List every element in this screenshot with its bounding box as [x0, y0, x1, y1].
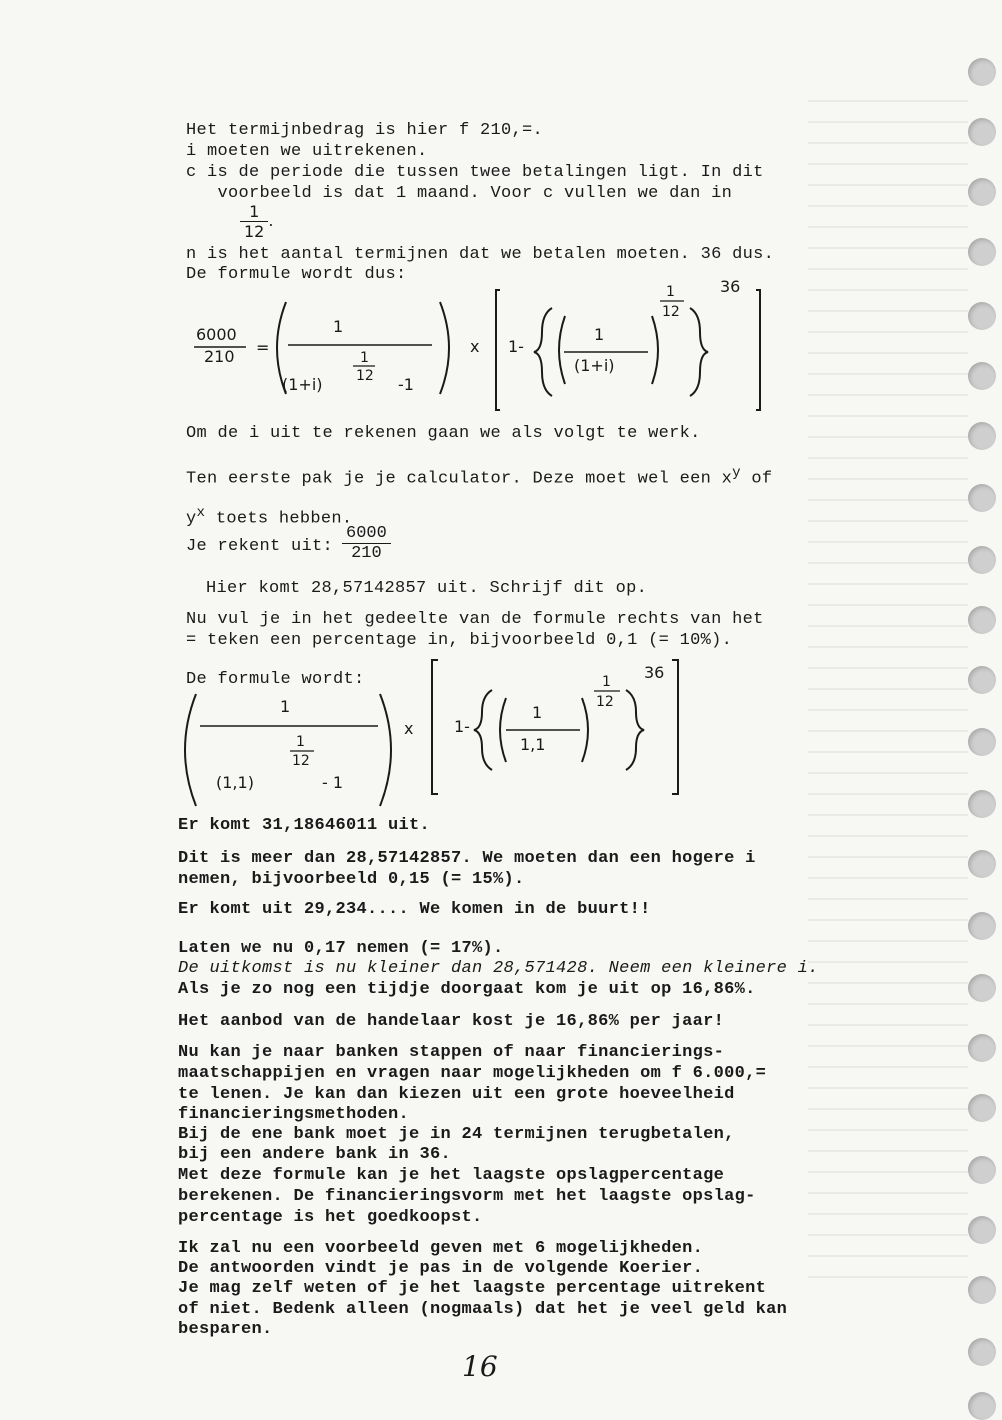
binder-hole — [968, 790, 996, 818]
exponent-numerator: 1 — [360, 350, 369, 366]
left-brace — [474, 690, 492, 770]
text-line: berekenen. De financieringsvorm met het laagste opslag- — [178, 1187, 756, 1206]
exponent-numerator: 1 — [296, 734, 305, 750]
binder-hole — [968, 850, 996, 878]
binder-hole — [968, 1156, 996, 1184]
binder-hole — [968, 1216, 996, 1244]
binder-hole — [968, 546, 996, 574]
text-line: of niet. Bedenk alleen (nogmaals) dat het je veel geld kan — [178, 1300, 788, 1319]
fraction-denominator: (1+i) — [574, 356, 615, 375]
times-sign: x — [470, 337, 480, 356]
binder-hole — [968, 912, 996, 940]
base-term: (1+i) — [282, 375, 323, 394]
text-line: Als je zo nog een tijdje doorgaat kom je uit op 16,86%. — [178, 980, 756, 999]
fraction-numerator: 1 — [532, 703, 543, 722]
text-line: voorbeeld is dat 1 maand. Voor c vullen we dan in — [186, 184, 733, 203]
text-span: y — [186, 509, 197, 529]
text-line: maatschappijen en vragen naar mogelijkheden om f 6.000,= — [178, 1064, 767, 1083]
binder-hole — [968, 484, 996, 512]
text-line — [186, 503, 352, 530]
binder-hole — [968, 1094, 996, 1122]
left-bracket — [432, 660, 438, 794]
binder-hole — [968, 1392, 996, 1420]
text-line: Laten we nu 0,17 nemen (= 17%). — [178, 939, 504, 958]
text-line: De uitkomst is nu kleiner dan 28,571428. Neem een kleinere i. — [178, 959, 819, 978]
example-formula — [170, 650, 710, 812]
fraction-numerator: 1 — [249, 202, 260, 221]
outer-exponent: 36 — [720, 277, 741, 296]
text-line: Er komt uit 29,234.... We komen in de buurt!! — [178, 900, 651, 919]
right-paren — [380, 694, 391, 806]
binder-holes — [962, 0, 1002, 1414]
binder-hole — [968, 1276, 996, 1304]
text-line: Hier komt 28,57142857 uit. Schrijf dit op. — [206, 579, 648, 598]
fraction-denominator: 12 — [240, 221, 268, 241]
right-bracket — [756, 290, 760, 410]
annuity-formula — [190, 272, 790, 422]
text-line: Je rekent uit: — [186, 537, 334, 556]
binder-hole — [968, 118, 996, 146]
binder-hole — [968, 422, 996, 450]
lhs-numerator: 6000 — [196, 325, 237, 344]
text-span: toets hebben. — [205, 509, 353, 529]
right-brace — [626, 690, 644, 770]
text-line: Ik zal nu een voorbeeld geven met 6 mogelijkheden. — [178, 1239, 704, 1258]
text-line: Nu vul je in het gedeelte van de formule rechts van het — [186, 610, 764, 629]
text-line: Het termijnbedrag is hier f 210,=. — [186, 121, 544, 140]
inner-numerator: 1 — [280, 697, 291, 716]
text-line — [186, 463, 772, 490]
left-paren — [500, 698, 506, 762]
text-line: Nu kan je naar banken stappen of naar financierings- — [178, 1043, 725, 1062]
binder-hole — [968, 178, 996, 206]
inner-numerator: 1 — [333, 317, 344, 336]
left-bracket — [496, 290, 500, 410]
fraction-numerator: 6000 — [346, 524, 387, 543]
text-line: = teken een percentage in, bijvoorbeeld 0,1 (= 10%). — [186, 631, 733, 650]
text-line: Er komt 31,18646011 uit. — [178, 816, 431, 835]
text-line: Je mag zelf weten of je het laagste percentage uitrekent — [178, 1279, 767, 1298]
base-term: (1,1) — [216, 773, 254, 792]
binder-hole — [968, 1338, 996, 1366]
text-line: Het aanbod van de handelaar kost je 16,86% per jaar! — [178, 1012, 725, 1031]
text-line: besparen. — [178, 1320, 273, 1339]
binder-hole — [968, 58, 996, 86]
calc-fraction — [342, 524, 391, 563]
binder-hole — [968, 302, 996, 330]
left-paren — [185, 694, 196, 806]
exponent-denominator: 12 — [292, 753, 310, 769]
binder-hole — [968, 974, 996, 1002]
fraction-denominator: 1,1 — [520, 735, 546, 754]
right-paren — [582, 698, 588, 762]
fraction-one-twelfth: $\frac{1}{12}$ . — [240, 202, 273, 241]
text-line: financieringsmethoden. — [178, 1105, 410, 1124]
exponent-numerator: 1 — [602, 674, 611, 690]
text-line: i moeten we uitrekenen. — [186, 142, 428, 161]
binder-hole — [968, 362, 996, 390]
text-line: Met deze formule kan je het laagste opslagpercentage — [178, 1166, 725, 1185]
outer-exponent: 36 — [644, 663, 665, 682]
text-line: bij een andere bank in 36. — [178, 1145, 452, 1164]
text-line: n is het aantal termijnen dat we betalen moeten. 36 dus. — [186, 245, 775, 264]
minus-one: -1 — [398, 375, 414, 394]
left-paren — [559, 316, 565, 384]
text-line: Dit is meer dan 28,57142857. We moeten dan een hogere i — [178, 849, 756, 868]
text-line: percentage is het goedkoopst. — [178, 1208, 483, 1227]
binder-hole — [968, 728, 996, 756]
fraction-denominator: 210 — [342, 543, 391, 563]
text-span: Ten eerste pak je je calculator. Deze moet wel een x — [186, 469, 733, 489]
text-line: te lenen. Je kan dan kiezen uit een grote hoeveelheid — [178, 1085, 735, 1104]
exponent-denominator: 12 — [356, 368, 374, 384]
text-line: c is de periode die tussen twee betalingen ligt. In dit — [186, 163, 764, 182]
one-minus: 1- — [454, 717, 470, 736]
text-span: of — [740, 469, 773, 489]
binder-hole — [968, 606, 996, 634]
binder-hole — [968, 666, 996, 694]
exponent-numerator: 1 — [666, 284, 675, 300]
fraction-numerator: 1 — [594, 325, 605, 344]
times-sign: x — [404, 719, 414, 738]
lhs-denominator: 210 — [204, 347, 235, 366]
text-line: nemen, bijvoorbeeld 0,15 (= 15%). — [178, 870, 525, 889]
text-line: Bij de ene bank moet je in 24 termijnen terugbetalen, — [178, 1125, 735, 1144]
exponent-denominator: 12 — [596, 694, 614, 710]
text-line: De formule wordt dus: — [186, 265, 407, 284]
text-line: De antwoorden vindt je pas in de volgende Koerier. — [178, 1259, 704, 1278]
binder-hole — [968, 1034, 996, 1062]
exponent-denominator: 12 — [662, 304, 680, 320]
equals-sign: = — [256, 338, 270, 357]
text-line: Om de i uit te rekenen gaan we als volgt te werk. — [186, 424, 701, 443]
superscript: x — [196, 505, 206, 521]
right-paren — [652, 316, 658, 384]
one-minus: 1- — [508, 337, 524, 356]
right-paren — [440, 302, 449, 394]
left-brace — [534, 308, 552, 396]
right-bracket — [672, 660, 678, 794]
page-number: 16 — [462, 1350, 498, 1383]
minus-one: - 1 — [322, 773, 344, 792]
text-line: De formule wordt: — [186, 670, 365, 689]
superscript: y — [732, 465, 741, 481]
binder-hole — [968, 238, 996, 266]
bleed-through-text — [808, 100, 968, 1280]
right-brace — [690, 308, 708, 396]
